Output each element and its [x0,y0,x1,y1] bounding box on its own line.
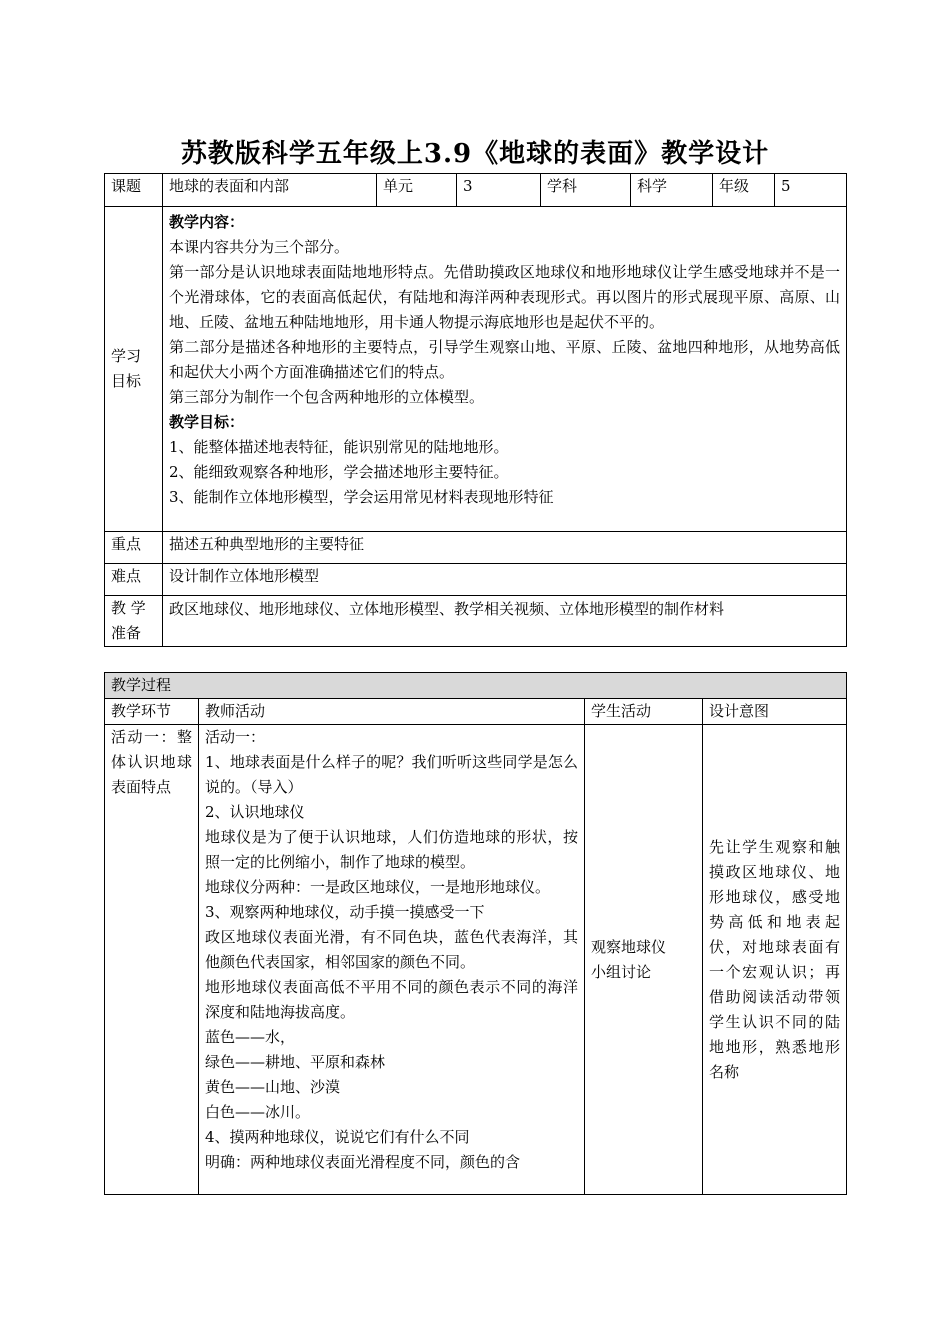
col-stage: 教学环节 [105,699,199,725]
student-activity: 观察地球仪 小组讨论 [585,725,703,1195]
objectives-label: 学习 目标 [105,207,163,532]
info-row [105,174,847,207]
unit-value: 3 [457,174,541,207]
goal-item: 3、能制作立体地形模型，学会运用常见材料表现地形特征 [169,488,554,506]
teacher-activity: 活动一： 1、地球表面是什么样子的呢？我们听听这些同学是怎么说的。（导入） 2、认识地球仪 地球仪是为了便于认识地球，人们仿造地球的形状，按照一定的比例缩小，制作了地球的模型。 地球仪分两种：一是政区地球仪，一是地形地球仪。 3、观察两种地球仪，动手摸一摸感受一下 政区地球仪表面光滑，有不同色块，蓝色代表海洋，其他颜色代表国家，相邻国家的颜色不同。 地形地球仪表面高低不平用不同的颜色表示不同的海洋深度和陆地海拔高度。 蓝色——水， 绿色——耕地、平原和森林 黄色——山地、沙漠 白色——冰川。 4、摸两种地球仪，说说它们有什么不同 明确：两种地球仪表面光滑程度不同，颜色的含 [199,725,585,1195]
course-label: 课题 [105,174,163,207]
difficulty-value: 设计制作立体地形模型 [163,564,847,596]
unit-label: 单元 [377,174,457,207]
difficulty-row [105,564,847,596]
key-point-row [105,532,847,564]
preparation-label: 教 学 准备 [105,596,163,647]
goal-item: 2、能细致观察各种地形，学会描述地形主要特征。 [169,463,509,481]
process-header-row [105,673,847,699]
difficulty-label: 难点 [105,564,163,596]
content-heading: 教学内容： [169,213,245,231]
objectives-row [105,207,847,532]
process-columns-row [105,699,847,725]
subject-label: 学科 [541,174,631,207]
design-intent: 先让学生观察和触摸政区地球仪、地形地球仪，感受地势高低和地表起伏，对地球表面有一个宏观认识；再借助阅读活动带领学生认识不同的陆地地形，熟悉地形名称 [703,725,847,1195]
key-point-label: 重点 [105,532,163,564]
activity-row [105,725,847,1195]
preparation-value: 政区地球仪、地形地球仪、立体地形模型、教学相关视频、立体地形模型的制作材料 [163,596,847,647]
content-paragraph: 第三部分为制作一个包含两种地形的立体模型。 [169,388,485,406]
goals-heading: 教学目标： [169,413,245,431]
col-student: 学生活动 [585,699,703,725]
preparation-row [105,596,847,647]
page-title: 苏教版科学五年级上3.9《地球的表面》教学设计 [180,139,770,169]
objectives-content [163,207,847,532]
activity-stage: 活动一：整体认识地球表面特点 [105,725,199,1195]
subject-value: 科学 [631,174,713,207]
course-value: 地球的表面和内部 [163,174,377,207]
grade-label: 年级 [713,174,775,207]
content-paragraph: 第二部分是描述各种地形的主要特点，引导学生观察山地、平原、丘陵、盆地四种地形，从地势高低和起伏大小两个方面准确描述它们的特点。 [169,338,840,381]
col-teacher: 教师活动 [199,699,585,725]
lesson-info-table [104,173,847,647]
key-point-value: 描述五种典型地形的主要特征 [163,532,847,564]
content-paragraph: 本课内容共分为三个部分。 [169,238,350,256]
col-intent: 设计意图 [703,699,847,725]
content-paragraph: 第一部分是认识地球表面陆地地形特点。先借助摸政区地球仪和地形地球仪让学生感受地球并不是一个光滑球体，它的表面高低起伏，有陆地和海洋两种表现形式。再以图片的形式展现平原、高原、山地、丘陵、盆地五种陆地地形，用卡通人物提示海底地形也是起伏不平的。 [169,263,840,331]
process-header: 教学过程 [105,673,847,699]
grade-value: 5 [775,174,847,207]
goal-item: 1、能整体描述地表特征，能识别常见的陆地地形。 [169,438,509,456]
teaching-process-table [104,672,847,1195]
